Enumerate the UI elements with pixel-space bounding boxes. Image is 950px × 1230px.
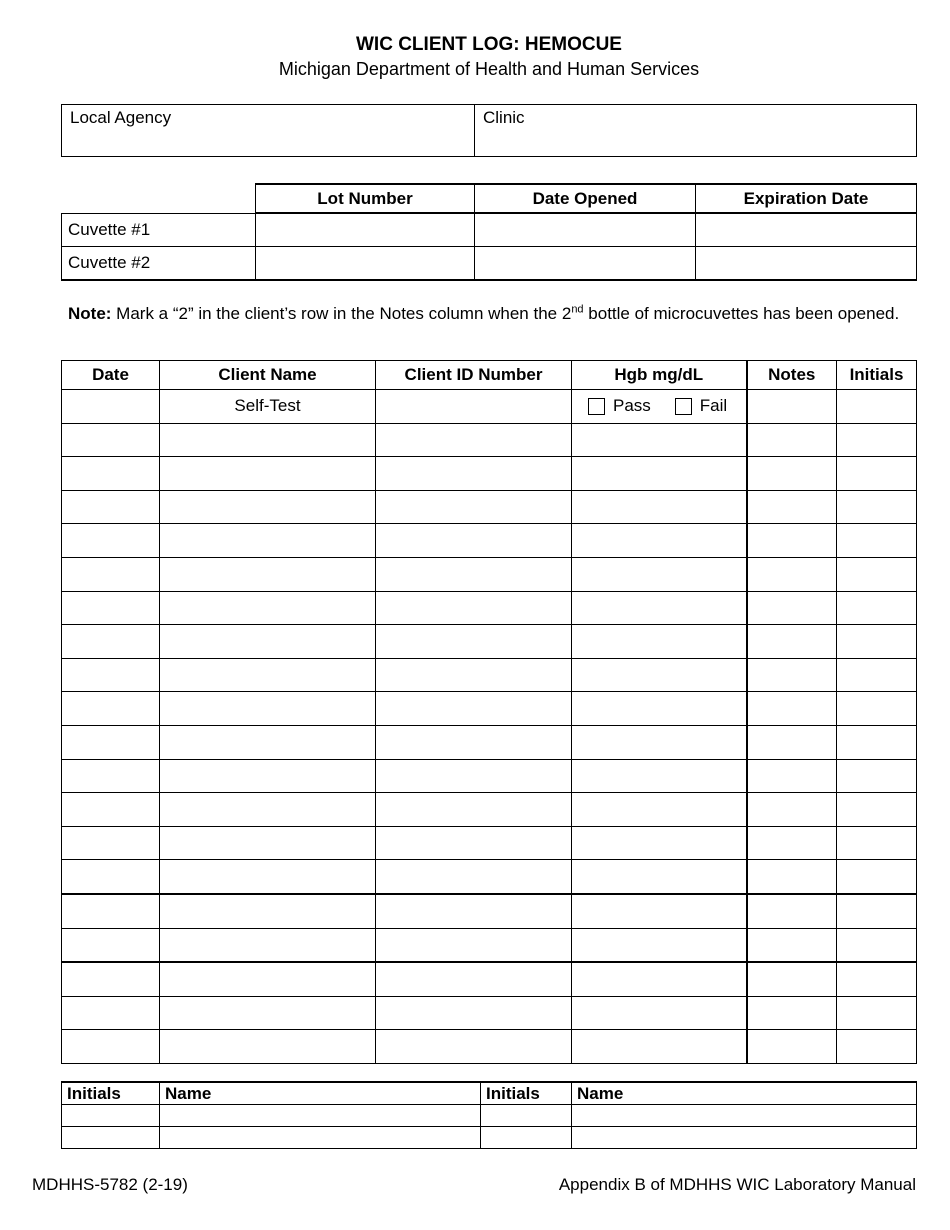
initials-cell[interactable] — [837, 826, 917, 860]
table-row — [62, 962, 917, 996]
client-name-cell[interactable] — [160, 894, 376, 928]
lot-number-cell[interactable] — [256, 247, 475, 281]
hgb-cell[interactable] — [572, 793, 747, 827]
cuvette-row — [62, 213, 917, 247]
date-opened-header: Date Opened — [475, 184, 696, 213]
table-row — [62, 524, 917, 558]
client-id-cell[interactable] — [376, 423, 572, 457]
hgb-cell[interactable] — [572, 524, 747, 558]
expiration-date-header: Expiration Date — [696, 184, 917, 213]
client-name-cell[interactable] — [160, 557, 376, 591]
initials-header: Initials — [62, 1082, 160, 1105]
date-cell[interactable] — [62, 996, 160, 1030]
client-name-cell[interactable] — [160, 1030, 376, 1064]
lot-number-header: Lot Number — [256, 184, 475, 213]
initials-cell[interactable] — [837, 894, 917, 928]
client-id-cell[interactable] — [376, 1030, 572, 1064]
initials-cell[interactable] — [837, 524, 917, 558]
local-agency-field[interactable] — [62, 105, 475, 157]
date-cell[interactable] — [62, 860, 160, 894]
table-row — [62, 490, 917, 524]
name-cell[interactable] — [572, 1105, 917, 1127]
table-row — [62, 692, 917, 726]
name-cell[interactable] — [572, 1127, 917, 1149]
date-cell[interactable] — [62, 759, 160, 793]
name-cell[interactable] — [160, 1127, 481, 1149]
client-name-cell[interactable] — [160, 996, 376, 1030]
notes-cell[interactable] — [747, 725, 837, 759]
initials-cell[interactable] — [837, 928, 917, 962]
date-cell[interactable] — [62, 894, 160, 928]
client-id-cell[interactable] — [376, 725, 572, 759]
notes-cell[interactable] — [747, 793, 837, 827]
client-id-cell[interactable] — [376, 996, 572, 1030]
hgb-cell[interactable] — [572, 490, 747, 524]
manual-reference: Appendix B of MDHHS WIC Laboratory Manual — [558, 1175, 916, 1194]
notes-cell[interactable] — [747, 692, 837, 726]
client-id-cell[interactable] — [376, 894, 572, 928]
client-name-cell[interactable] — [160, 658, 376, 692]
initials-cell[interactable] — [837, 793, 917, 827]
date-cell[interactable] — [62, 524, 160, 558]
table-row — [62, 860, 917, 894]
client-name-cell[interactable] — [160, 725, 376, 759]
initials-cell[interactable] — [837, 725, 917, 759]
date-cell[interactable] — [62, 557, 160, 591]
pass-label: Pass — [613, 396, 651, 416]
date-cell[interactable] — [62, 423, 160, 457]
date-cell[interactable] — [62, 490, 160, 524]
initials-cell[interactable] — [837, 457, 917, 491]
initials-cell[interactable] — [481, 1127, 572, 1149]
initials-cell[interactable] — [837, 557, 917, 591]
hgb-cell[interactable] — [572, 658, 747, 692]
hgb-cell[interactable] — [572, 557, 747, 591]
fail-checkbox[interactable] — [675, 398, 692, 415]
expiration-date-cell[interactable] — [696, 213, 917, 247]
notes-cell[interactable] — [747, 860, 837, 894]
notes-cell[interactable] — [747, 962, 837, 996]
pass-fail-cell — [572, 390, 747, 424]
notes-cell[interactable] — [747, 1030, 837, 1064]
self-test-row — [62, 390, 917, 424]
table-row — [62, 457, 917, 491]
date-cell[interactable] — [62, 962, 160, 996]
date-cell[interactable] — [62, 457, 160, 491]
date-header: Date — [62, 361, 160, 390]
notes-cell[interactable] — [747, 524, 837, 558]
initials-cell[interactable] — [837, 1030, 917, 1064]
client-id-cell[interactable] — [376, 692, 572, 726]
client-name-header: Client Name — [160, 361, 376, 390]
initials-cell[interactable] — [837, 996, 917, 1030]
hgb-cell[interactable] — [572, 826, 747, 860]
client-name-cell[interactable] — [160, 793, 376, 827]
initials-cell[interactable] — [62, 1127, 160, 1149]
client-id-cell[interactable] — [376, 860, 572, 894]
date-cell[interactable] — [62, 591, 160, 625]
signature-row — [62, 1127, 917, 1149]
client-id-cell[interactable] — [376, 457, 572, 491]
client-name-cell[interactable] — [160, 692, 376, 726]
table-row — [62, 928, 917, 962]
notes-cell[interactable] — [747, 625, 837, 659]
pass-checkbox[interactable] — [588, 398, 605, 415]
cuvette-label: Cuvette #1 — [62, 213, 256, 247]
client-id-cell[interactable] — [376, 591, 572, 625]
client-log-table — [61, 360, 917, 1064]
hgb-cell[interactable] — [572, 996, 747, 1030]
expiration-date-cell[interactable] — [696, 247, 917, 281]
date-cell[interactable] — [62, 725, 160, 759]
date-cell[interactable] — [62, 390, 160, 424]
cuvette-row — [62, 247, 917, 281]
hgb-cell[interactable] — [572, 759, 747, 793]
initials-header: Initials — [481, 1082, 572, 1105]
hgb-cell[interactable] — [572, 457, 747, 491]
lot-number-cell[interactable] — [256, 213, 475, 247]
note-text — [68, 303, 918, 325]
notes-cell[interactable] — [747, 996, 837, 1030]
table-row — [62, 793, 917, 827]
client-name-cell[interactable] — [160, 625, 376, 659]
client-id-cell[interactable] — [376, 793, 572, 827]
hgb-cell[interactable] — [572, 860, 747, 894]
date-cell[interactable] — [62, 826, 160, 860]
signature-row — [62, 1105, 917, 1127]
name-header: Name — [572, 1082, 917, 1105]
notes-cell[interactable] — [747, 423, 837, 457]
date-cell[interactable] — [62, 658, 160, 692]
table-row — [62, 625, 917, 659]
note-superscript: nd — [571, 303, 584, 316]
notes-cell[interactable] — [747, 457, 837, 491]
table-row — [62, 658, 917, 692]
hgb-header: Hgb mg/dL — [572, 361, 747, 390]
initials-cell[interactable] — [837, 658, 917, 692]
date-opened-cell[interactable] — [475, 213, 696, 247]
initials-cell[interactable] — [481, 1105, 572, 1127]
date-cell[interactable] — [62, 625, 160, 659]
client-name-cell[interactable] — [160, 457, 376, 491]
note-body-2: bottle of microcuvettes has been opened. — [583, 304, 900, 323]
notes-cell[interactable] — [747, 894, 837, 928]
client-id-header: Client ID Number — [376, 361, 572, 390]
initials-cell[interactable] — [837, 390, 917, 424]
client-name-cell[interactable] — [160, 759, 376, 793]
fail-label: Fail — [699, 396, 728, 416]
notes-cell[interactable] — [747, 390, 837, 424]
client-name-cell[interactable] — [160, 928, 376, 962]
name-header: Name — [160, 1082, 481, 1105]
note-label: Note: — [68, 304, 112, 323]
initials-cell[interactable] — [837, 591, 917, 625]
initials-cell[interactable] — [837, 692, 917, 726]
client-name-cell[interactable] — [160, 524, 376, 558]
notes-header: Notes — [747, 361, 837, 390]
client-name-cell[interactable] — [160, 826, 376, 860]
client-id-cell[interactable] — [376, 557, 572, 591]
clinic-field[interactable] — [475, 105, 917, 157]
self-test-label: Self-Test — [160, 390, 376, 424]
date-cell[interactable] — [62, 928, 160, 962]
notes-cell[interactable] — [747, 557, 837, 591]
initials-cell[interactable] — [837, 860, 917, 894]
notes-cell[interactable] — [747, 658, 837, 692]
local-agency-label: Local Agency — [70, 108, 172, 127]
client-id-cell[interactable] — [376, 390, 572, 424]
initials-cell[interactable] — [62, 1105, 160, 1127]
clinic-label: Clinic — [483, 108, 525, 127]
client-id-cell[interactable] — [376, 826, 572, 860]
hgb-cell[interactable] — [572, 625, 747, 659]
hgb-cell[interactable] — [572, 928, 747, 962]
client-id-cell[interactable] — [376, 625, 572, 659]
initials-cell[interactable] — [837, 423, 917, 457]
hgb-cell[interactable] — [572, 1030, 747, 1064]
hgb-cell[interactable] — [572, 423, 747, 457]
hgb-cell[interactable] — [572, 725, 747, 759]
notes-cell[interactable] — [747, 490, 837, 524]
client-name-cell[interactable] — [160, 423, 376, 457]
hgb-cell[interactable] — [572, 894, 747, 928]
cuvette-header-blank — [62, 184, 256, 213]
client-name-cell[interactable] — [160, 490, 376, 524]
cuvette-table — [61, 183, 917, 281]
note-body-1: Mark a “2” in the client’s row in the Notes column when the 2 — [111, 304, 572, 323]
client-name-cell[interactable] — [160, 860, 376, 894]
initials-cell[interactable] — [837, 759, 917, 793]
table-row — [62, 894, 917, 928]
page-subtitle: Michigan Department of Health and Human Services — [278, 59, 700, 79]
client-id-cell[interactable] — [376, 658, 572, 692]
hgb-cell[interactable] — [572, 962, 747, 996]
client-id-cell[interactable] — [376, 524, 572, 558]
client-id-cell[interactable] — [376, 928, 572, 962]
date-cell[interactable] — [62, 793, 160, 827]
signature-table — [61, 1081, 917, 1149]
table-row — [62, 996, 917, 1030]
agency-clinic-table — [61, 104, 917, 157]
table-row — [62, 557, 917, 591]
initials-cell[interactable] — [837, 490, 917, 524]
table-row — [62, 591, 917, 625]
initials-cell[interactable] — [837, 962, 917, 996]
form-number: MDHHS-5782 (2-19) — [32, 1175, 188, 1194]
table-row — [62, 826, 917, 860]
table-row — [62, 725, 917, 759]
client-id-cell[interactable] — [376, 962, 572, 996]
client-name-cell[interactable] — [160, 591, 376, 625]
notes-cell[interactable] — [747, 928, 837, 962]
notes-cell[interactable] — [747, 759, 837, 793]
initials-cell[interactable] — [837, 625, 917, 659]
client-id-cell[interactable] — [376, 759, 572, 793]
hgb-cell[interactable] — [572, 591, 747, 625]
page-title: WIC CLIENT LOG: HEMOCUE — [356, 34, 622, 55]
initials-header: Initials — [837, 361, 917, 390]
date-opened-cell[interactable] — [475, 247, 696, 281]
name-cell[interactable] — [160, 1105, 481, 1127]
notes-cell[interactable] — [747, 826, 837, 860]
table-row — [62, 423, 917, 457]
table-row — [62, 759, 917, 793]
hgb-cell[interactable] — [572, 692, 747, 726]
table-row — [62, 1030, 917, 1064]
date-cell[interactable] — [62, 692, 160, 726]
client-name-cell[interactable] — [160, 962, 376, 996]
notes-cell[interactable] — [747, 591, 837, 625]
client-id-cell[interactable] — [376, 490, 572, 524]
cuvette-label: Cuvette #2 — [62, 247, 256, 281]
date-cell[interactable] — [62, 1030, 160, 1064]
